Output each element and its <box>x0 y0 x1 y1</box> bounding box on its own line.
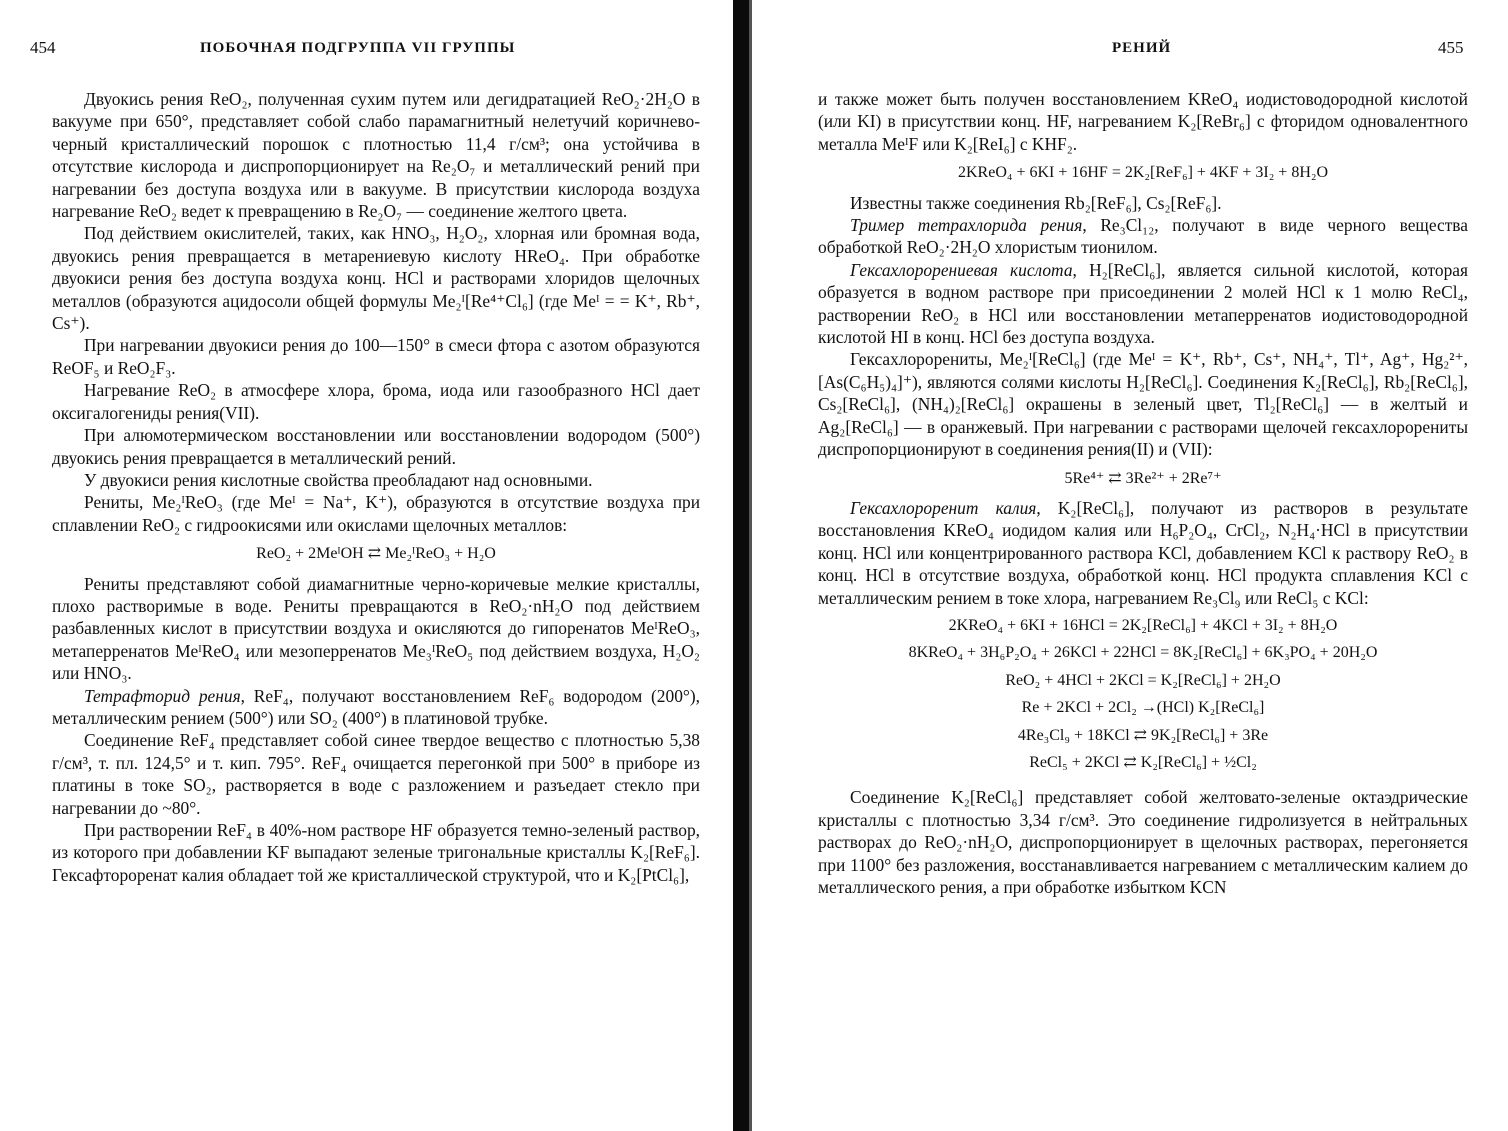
running-header-left: ПОБОЧНАЯ ПОДГРУППА VII ГРУППЫ <box>200 40 516 56</box>
equation-block <box>818 615 1468 774</box>
equation: 2KReO₄ + 6KI + 16HF = 2K₂[ReF₆] + 4KF + 3I₂ + 8H₂O <box>957 164 1329 182</box>
paragraph: При растворении ReF₄ в 40%-ном растворе HF образуется темно-зеленый раствор, из которого при добавлении KF выпадают зеленые тригональные кристаллы K₂[ReF₆]. Гексафтороренат калия обладает той же кристаллической структурой, что и K₂[PtCl₆], <box>52 820 700 885</box>
left-body <box>52 88 700 886</box>
equation: Re + 2KCl + 2Cl₂ →(HCl) K₂[ReCl₆] <box>1021 699 1265 717</box>
term-italic: Гексахлороренит калия <box>850 497 1037 518</box>
paragraph: Соединение ReF₄ представляет собой синее твердое вещество с плотностью 5,38 г/см³, т. пл. 124,5° и т. кип. 795°. ReF₄ очищается перегонкой при 500° в приборе из платины в токе SO₂, растворяется в воде с разложением и разъедает стекло при нагревании до ~80°. <box>52 730 700 818</box>
running-header-right: РЕНИЙ <box>1112 40 1172 56</box>
paragraph: Соединение K₂[ReCl₆] представляет собой желтовато-зеленые октаэдрические кристаллы с плотностью 3,34 г/см³. Это соединение гидролизуется в нейтральных растворах до ReO₂·nH₂O, диспропорционирует в щелочных растворах, перегоняется при 1100° без разложения, восстанавливается нагреванием с металлическим калием до металлического рения, а при обработке избытком KCN <box>818 787 1468 897</box>
page-number-right: 455 <box>1438 38 1464 57</box>
paragraph <box>818 497 1468 609</box>
paragraph: У двуокиси рения кислотные свойства преобладают над основными. <box>84 469 593 490</box>
equation: 4Re₃Cl₉ + 18KCl ⇄ 9K₂[ReCl₆] + 3Re <box>1017 726 1269 744</box>
equation: 8KReO₄ + 3H₆P₂O₄ + 26KCl + 22HCl = 8K₂[ReCl₆] + 6K₃PO₄ + 20H₂O <box>908 644 1378 662</box>
term-italic: Тетрафторид рения <box>84 685 241 706</box>
paragraph <box>818 214 1468 259</box>
paragraph: Под действием окислителей, таких, как HNO₃, H₂O₂, хлорная или бромная вода, двуокись рения превращается в метарениевую кислоту HReO₄. При обработке двуокиси рения без доступа воздуха конц. HCl и растворами хлоридов щелочных металлов (образуются ацидосоли общей формулы Me₂ᴵ[Re⁴⁺Cl₆] (где Meᴵ = = K⁺, Rb⁺, Cs⁺). <box>52 223 700 334</box>
equation: ReO₂ + 2MeᴵOH ⇄ Me₂ᴵReO₃ + H₂O <box>256 545 496 563</box>
paragraph: Рениты, Me₂ᴵReO₃ (где Meᴵ = Na⁺, K⁺), образуются в отсутствие воздуха при сплавлении ReO₂ с гидроокисями или окислами щелочных металлов: <box>52 492 700 535</box>
paragraph-text: , H₂[ReCl₆], является сильной кислотой, которая образуется в водном растворе при присоединении 2 молей HCl к 1 молю ReCl₄, растворении ReO₂ в HCl или восстановлении метаперренатов иодистоводородной кислотой HI в конц. HCl без доступа воздуха. <box>818 259 1468 348</box>
paragraph: Двуокись рения ReO₂, полученная сухим путем или дегидратацией ReO₂·2H₂O в вакууме при 650°, представляет собой слабо парамагнитный нелетучий коричнево-черный кристаллический порошок с плотностью 11,4 г/см³; она устойчива в отсутствие кислорода и диспропорционирует на Re₂O₇ и металлический рений при нагревании без доступа воздуха или в вакууме. В присутствии кислорода воздуха нагревание ReO₂ ведет к превращению в Re₂O₇ — соединение желтого цвета. <box>52 89 700 222</box>
paragraph: Рениты представляют собой диамагнитные черно-коричевые мелкие кристаллы, плохо растворимые в воде. Рениты превращаются в ReO₂·nH₂O под действием разбавленных кислот в присутствии воздуха и окисляются до гипоренатов MeᴵReO₃, метаперренатов MeᴵReO₄ или мезоперренатов Me₃ᴵReO₅ под действием воздуха, H₂O₂ или HNO₃. <box>52 573 700 684</box>
paragraph: При нагревании двуокиси рения до 100—150° в смеси фтора с азотом образуются ReOF₅ и ReO₂F₃. <box>52 335 700 378</box>
paragraph <box>52 685 700 730</box>
paragraph: Гексахлорорениты, Me₂ᴵ[ReCl₆] (где Meᴵ = K⁺, Rb⁺, Cs⁺, NH₄⁺, Tl⁺, Ag⁺, Hg₂²⁺, [As(C₆H₅)₄]⁺), являются солями кислоты H₂[ReCl₆]. Соединения K₂[ReCl₆], Rb₂[ReCl₆], Cs₂[ReCl₆], (NH₄)₂[ReCl₆] окрашены в зеленый цвет, Tl₂[ReCl₆] — в желтый и Ag₂[ReCl₆] — в оранжевый. При нагревании с растворами щелочей гексахлорорениты диспропорционируют в соединения рения(II) и (VII): <box>818 349 1468 460</box>
left-page <box>0 0 736 1131</box>
equation: ReCl₅ + 2KCl ⇄ K₂[ReCl₆] + ½Cl₂ <box>1029 753 1257 771</box>
paragraph: При алюмотермическом восстановлении или восстановлении водородом (500°) двуокись рения превращается в металлический рений. <box>52 425 700 468</box>
right-page <box>762 0 1508 1131</box>
right-body <box>818 88 1468 898</box>
paragraph-text: , ReF₄, получают восстановлением ReF₆ водородом (200°), металлическим рением (500°) или SO₂ (400°) в платиновой трубке. <box>52 685 700 728</box>
paragraph: Нагревание ReO₂ в атмосфере хлора, брома, иода или газообразного HCl дает оксигалогениды рения(VII). <box>52 380 700 423</box>
paragraph-text: , Re₃Cl₁₂, получают в виде черного вещества обработкой ReO₂·2H₂O хлористым тионилом. <box>818 215 1468 258</box>
page-number-left: 454 <box>30 38 56 57</box>
book-spine-edge <box>749 0 752 1131</box>
term-italic: Тример тетрахлорида рения <box>850 215 1083 236</box>
equation: ReO₂ + 4HCl + 2KCl = K₂[ReCl₆] + 2H₂O <box>1005 671 1281 689</box>
paragraph-text: , K₂[ReCl₆], получают из растворов в результате восстановления KReO₄ иодидом калия или H₆P₂O₄, CrCl₂, N₂H₄·HCl в присутствии конц. HCl или концентрированного раствора KCl, добавлением KCl к раствору ReO₂ в конц. HCl в отсутствие воздуха, обработкой конц. HCl продукта сплавления KCl с металлическим рением в токе хлора, нагреванием Re₃Cl₉ или ReCl₅ с KCl: <box>818 497 1468 608</box>
paragraph: Известны также соединения Rb₂[ReF₆], Cs₂[ReF₆]. <box>850 192 1222 213</box>
paragraph: и также может быть получен восстановлением KReO₄ иодистоводородной кислотой (или KI) в присутствии конц. HF, нагреванием K₂[ReBr₆] с фторидом одновалентного металла MeᴵF или K₂[ReI₆] с KHF₂. <box>818 89 1468 154</box>
paragraph <box>818 259 1468 349</box>
term-italic: Гексахлорорениевая кислота <box>850 259 1073 280</box>
equation: 5Re⁴⁺ ⇄ 3Re²⁺ + 2Re⁷⁺ <box>1064 469 1222 487</box>
equation: 2KReO₄ + 6KI + 16HCl = 2K₂[ReCl₆] + 4KCl + 3I₂ + 8H₂O <box>948 616 1338 634</box>
